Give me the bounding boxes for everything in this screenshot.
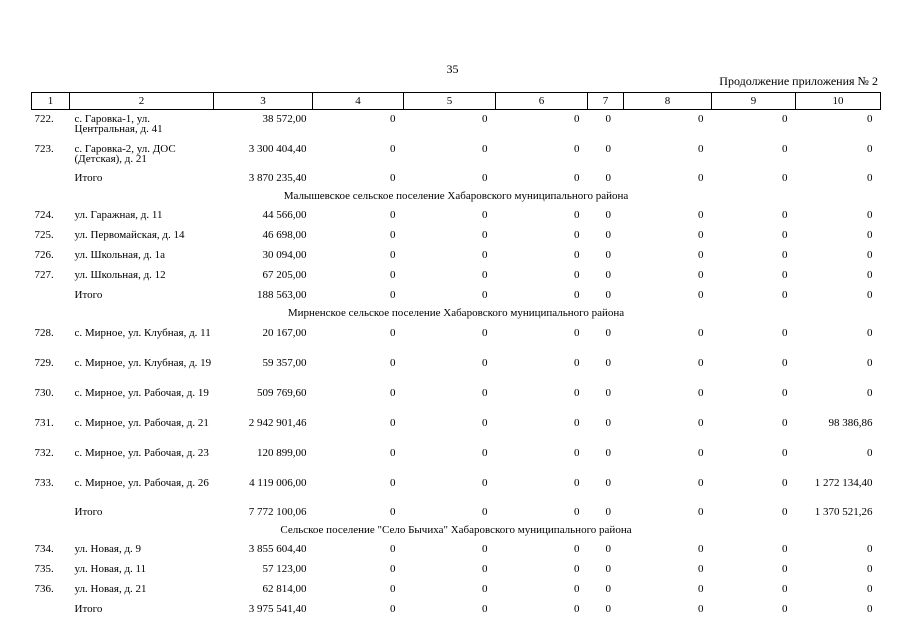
table-header	[32, 93, 881, 110]
cell-col-4: 0	[390, 506, 396, 518]
row-number	[32, 504, 70, 524]
cell-col-7: 0	[605, 357, 611, 369]
table-row	[32, 414, 881, 444]
total-label: Итого	[74, 289, 103, 301]
cell-col-6: 0	[574, 417, 580, 429]
cell-col-6: 0	[574, 113, 580, 125]
cell-col-6: 0	[574, 249, 580, 261]
cell-col-10: 0	[867, 583, 873, 595]
cell-col-8: 0	[698, 583, 704, 595]
cell-col-9: 0	[782, 447, 788, 459]
table-row	[32, 110, 881, 141]
table-row	[32, 227, 881, 247]
cell-col-5: 0	[482, 327, 488, 339]
table-row	[32, 561, 881, 581]
column-header-10: 10	[796, 93, 881, 110]
cell-col-6: 0	[574, 209, 580, 221]
cell-col-6: 0	[574, 229, 580, 241]
row-number: 723.	[34, 143, 54, 155]
cell-col-4: 0	[390, 229, 396, 241]
amount-cell: 509 769,60	[257, 387, 307, 399]
column-header-9: 9	[712, 93, 796, 110]
cell-col-7: 0	[605, 269, 611, 281]
amount-cell: 7 772 100,06	[248, 506, 307, 518]
amount-cell: 57 123,00	[262, 563, 307, 575]
section-row	[32, 190, 881, 207]
column-header-4: 4	[313, 93, 404, 110]
cell-col-4: 0	[390, 447, 396, 459]
cell-col-9: 0	[782, 172, 788, 184]
address-cell: с. Мирное, ул. Рабочая, д. 21	[74, 417, 209, 429]
column-header-2: 2	[70, 93, 214, 110]
table-row	[32, 541, 881, 561]
cell-col-9: 0	[782, 327, 788, 339]
cell-col-9: 0	[782, 563, 788, 575]
cell-col-7: 0	[605, 506, 611, 518]
amount-cell: 120 899,00	[257, 447, 307, 459]
row-number: 735.	[34, 563, 54, 575]
row-number: 726.	[34, 249, 54, 261]
cell-col-6: 0	[574, 583, 580, 595]
cell-col-5: 0	[482, 289, 488, 301]
address-cell: ул. Новая, д. 9	[74, 543, 142, 555]
amount-cell: 62 814,00	[262, 583, 307, 595]
cell-col-8: 0	[698, 327, 704, 339]
row-number: 730.	[34, 387, 54, 399]
section-title: Малышевское сельское поселение Хабаровского муниципального района	[283, 190, 629, 202]
cell-col-8: 0	[698, 269, 704, 281]
column-header-8: 8	[624, 93, 712, 110]
cell-col-7: 0	[605, 477, 611, 489]
cell-col-8: 0	[698, 143, 704, 155]
amount-cell: 46 698,00	[262, 229, 307, 241]
total-label: Итого	[74, 603, 103, 615]
cell-col-7: 0	[605, 603, 611, 615]
row-number: 728.	[34, 327, 54, 339]
cell-col-6: 0	[574, 563, 580, 575]
cell-col-6: 0	[574, 603, 580, 615]
total-row	[32, 601, 881, 621]
address-cell: ул. Первомайская, д. 14	[74, 229, 185, 241]
page-number: 35	[446, 62, 459, 76]
cell-col-8: 0	[698, 113, 704, 125]
total-label: Итого	[74, 172, 103, 184]
cell-col-8: 0	[698, 543, 704, 555]
cell-col-10: 98 386,86	[828, 417, 873, 429]
column-header-6: 6	[496, 93, 588, 110]
cell-col-7: 0	[605, 229, 611, 241]
cell-col-10: 0	[867, 563, 873, 575]
cell-col-10: 1 272 134,40	[814, 477, 873, 489]
cell-col-6: 0	[574, 477, 580, 489]
cell-col-10: 0	[867, 387, 873, 399]
row-number: 722.	[34, 113, 54, 125]
cell-col-10: 0	[867, 447, 873, 459]
cell-col-4: 0	[390, 113, 396, 125]
cell-col-7: 0	[605, 417, 611, 429]
table-row	[32, 384, 881, 414]
address-cell: с. Гаровка-1, ул. Центральная, д. 41	[74, 113, 163, 135]
cell-col-8: 0	[698, 172, 704, 184]
cell-col-7: 0	[605, 209, 611, 221]
row-number	[32, 287, 70, 307]
cell-col-8: 0	[698, 506, 704, 518]
section-title: Сельское поселение "Село Бычиха" Хабаровского муниципального района	[280, 524, 632, 536]
table-row	[32, 247, 881, 267]
table-row	[32, 354, 881, 384]
cell-col-9: 0	[782, 269, 788, 281]
cell-col-7: 0	[605, 289, 611, 301]
cell-col-5: 0	[482, 143, 488, 155]
cell-col-6: 0	[574, 543, 580, 555]
cell-col-5: 0	[482, 249, 488, 261]
amount-cell: 3 870 235,40	[248, 172, 307, 184]
register-table	[31, 92, 881, 621]
column-header-5: 5	[404, 93, 496, 110]
cell-col-6: 0	[574, 172, 580, 184]
total-label: Итого	[74, 506, 103, 518]
total-row	[32, 170, 881, 190]
cell-col-5: 0	[482, 583, 488, 595]
cell-col-4: 0	[390, 249, 396, 261]
address-cell: ул. Новая, д. 21	[74, 583, 147, 595]
appendix-continuation-note: Продолжение приложения № 2	[719, 74, 878, 88]
cell-col-6: 0	[574, 269, 580, 281]
cell-col-6: 0	[574, 289, 580, 301]
cell-col-8: 0	[698, 249, 704, 261]
total-row	[32, 287, 881, 307]
cell-col-8: 0	[698, 387, 704, 399]
cell-col-10: 0	[867, 172, 873, 184]
column-header-7: 7	[588, 93, 624, 110]
address-cell: ул. Школьная, д. 1а	[74, 249, 166, 261]
cell-col-10: 0	[867, 113, 873, 125]
address-cell: с. Мирное, ул. Рабочая, д. 19	[74, 387, 209, 399]
cell-col-5: 0	[482, 357, 488, 369]
cell-col-5: 0	[482, 113, 488, 125]
cell-col-7: 0	[605, 563, 611, 575]
amount-cell: 4 119 006,00	[249, 477, 307, 489]
table-row	[32, 324, 881, 354]
section-row	[32, 307, 881, 324]
address-cell: с. Мирное, ул. Рабочая, д. 23	[74, 447, 209, 459]
cell-col-6: 0	[574, 357, 580, 369]
cell-col-9: 0	[782, 417, 788, 429]
address-cell: с. Гаровка-2, ул. ДОС (Детская), д. 21	[74, 143, 176, 165]
cell-col-8: 0	[698, 209, 704, 221]
cell-col-9: 0	[782, 506, 788, 518]
cell-col-5: 0	[482, 269, 488, 281]
header-row	[32, 93, 881, 110]
cell-col-7: 0	[605, 113, 611, 125]
cell-col-10: 0	[867, 143, 873, 155]
row-number: 736.	[34, 583, 54, 595]
address-cell: ул. Новая, д. 11	[74, 563, 147, 575]
address-cell: с. Мирное, ул. Клубная, д. 11	[74, 327, 211, 339]
cell-col-4: 0	[390, 417, 396, 429]
row-number: 729.	[34, 357, 54, 369]
amount-cell: 3 300 404,40	[248, 143, 307, 155]
row-number: 731.	[34, 417, 54, 429]
cell-col-9: 0	[782, 603, 788, 615]
cell-col-7: 0	[605, 172, 611, 184]
cell-col-9: 0	[782, 143, 788, 155]
row-number: 725.	[34, 229, 54, 241]
row-number: 727.	[34, 269, 54, 281]
amount-cell: 20 167,00	[262, 327, 307, 339]
cell-col-4: 0	[390, 289, 396, 301]
cell-col-7: 0	[605, 583, 611, 595]
cell-col-5: 0	[482, 172, 488, 184]
cell-col-10: 0	[867, 229, 873, 241]
cell-col-4: 0	[390, 143, 396, 155]
cell-col-4: 0	[390, 477, 396, 489]
cell-col-5: 0	[482, 563, 488, 575]
cell-col-7: 0	[605, 143, 611, 155]
column-header-3: 3	[214, 93, 313, 110]
cell-col-10: 1 370 521,26	[814, 506, 873, 518]
amount-cell: 67 205,00	[262, 269, 307, 281]
cell-col-10: 0	[867, 269, 873, 281]
cell-col-8: 0	[698, 229, 704, 241]
table-row	[32, 474, 881, 504]
cell-col-10: 0	[867, 543, 873, 555]
row-number: 724.	[34, 209, 54, 221]
cell-col-8: 0	[698, 357, 704, 369]
amount-cell: 188 563,00	[257, 289, 307, 301]
cell-col-9: 0	[782, 387, 788, 399]
address-cell: с. Мирное, ул. Рабочая, д. 26	[74, 477, 209, 489]
cell-col-8: 0	[698, 417, 704, 429]
cell-col-4: 0	[390, 543, 396, 555]
address-cell: ул. Гаражная, д. 11	[74, 209, 163, 221]
cell-col-5: 0	[482, 477, 488, 489]
cell-col-4: 0	[390, 387, 396, 399]
row-number: 732.	[34, 447, 54, 459]
address-cell: с. Мирное, ул. Клубная, д. 19	[74, 357, 212, 369]
cell-col-10: 0	[867, 357, 873, 369]
cell-col-5: 0	[482, 543, 488, 555]
address-cell: ул. Школьная, д. 12	[74, 269, 166, 281]
cell-col-5: 0	[482, 603, 488, 615]
table-body	[32, 110, 881, 622]
cell-col-4: 0	[390, 209, 396, 221]
row-number: 733.	[34, 477, 54, 489]
amount-cell: 2 942 901,46	[248, 417, 307, 429]
cell-col-10: 0	[867, 289, 873, 301]
cell-col-4: 0	[390, 327, 396, 339]
cell-col-9: 0	[782, 477, 788, 489]
total-row	[32, 504, 881, 524]
table-row	[32, 267, 881, 287]
cell-col-5: 0	[482, 506, 488, 518]
cell-col-4: 0	[390, 357, 396, 369]
cell-col-6: 0	[574, 143, 580, 155]
section-title: Мирненское сельское поселение Хабаровского муниципального района	[287, 307, 625, 319]
cell-col-6: 0	[574, 506, 580, 518]
cell-col-5: 0	[482, 229, 488, 241]
table-row	[32, 140, 881, 170]
cell-col-9: 0	[782, 209, 788, 221]
cell-col-8: 0	[698, 477, 704, 489]
amount-cell: 3 855 604,40	[248, 543, 307, 555]
cell-col-10: 0	[867, 603, 873, 615]
cell-col-9: 0	[782, 543, 788, 555]
cell-col-9: 0	[782, 229, 788, 241]
cell-col-5: 0	[482, 447, 488, 459]
cell-col-8: 0	[698, 447, 704, 459]
cell-col-9: 0	[782, 583, 788, 595]
cell-col-5: 0	[482, 209, 488, 221]
cell-col-9: 0	[782, 357, 788, 369]
row-number	[32, 170, 70, 190]
amount-cell: 38 572,00	[262, 113, 307, 125]
cell-col-4: 0	[390, 603, 396, 615]
table-row	[32, 581, 881, 601]
cell-col-7: 0	[605, 327, 611, 339]
cell-col-4: 0	[390, 269, 396, 281]
cell-col-7: 0	[605, 249, 611, 261]
table-row	[32, 207, 881, 227]
cell-col-4: 0	[390, 172, 396, 184]
cell-col-4: 0	[390, 583, 396, 595]
amount-cell: 59 357,00	[262, 357, 307, 369]
cell-col-7: 0	[605, 543, 611, 555]
section-row	[32, 524, 881, 541]
cell-col-4: 0	[390, 563, 396, 575]
cell-col-8: 0	[698, 603, 704, 615]
cell-col-10: 0	[867, 249, 873, 261]
cell-col-8: 0	[698, 289, 704, 301]
cell-col-7: 0	[605, 447, 611, 459]
cell-col-9: 0	[782, 113, 788, 125]
cell-col-8: 0	[698, 563, 704, 575]
cell-col-9: 0	[782, 289, 788, 301]
row-number: 734.	[34, 543, 54, 555]
cell-col-5: 0	[482, 417, 488, 429]
amount-cell: 30 094,00	[262, 249, 307, 261]
cell-col-6: 0	[574, 447, 580, 459]
row-number	[32, 601, 70, 621]
cell-col-6: 0	[574, 387, 580, 399]
table-row	[32, 444, 881, 474]
amount-cell: 3 975 541,40	[248, 603, 307, 615]
cell-col-6: 0	[574, 327, 580, 339]
amount-cell: 44 566,00	[262, 209, 307, 221]
cell-col-5: 0	[482, 387, 488, 399]
cell-col-10: 0	[867, 327, 873, 339]
column-header-1: 1	[32, 93, 70, 110]
cell-col-9: 0	[782, 249, 788, 261]
cell-col-7: 0	[605, 387, 611, 399]
cell-col-10: 0	[867, 209, 873, 221]
